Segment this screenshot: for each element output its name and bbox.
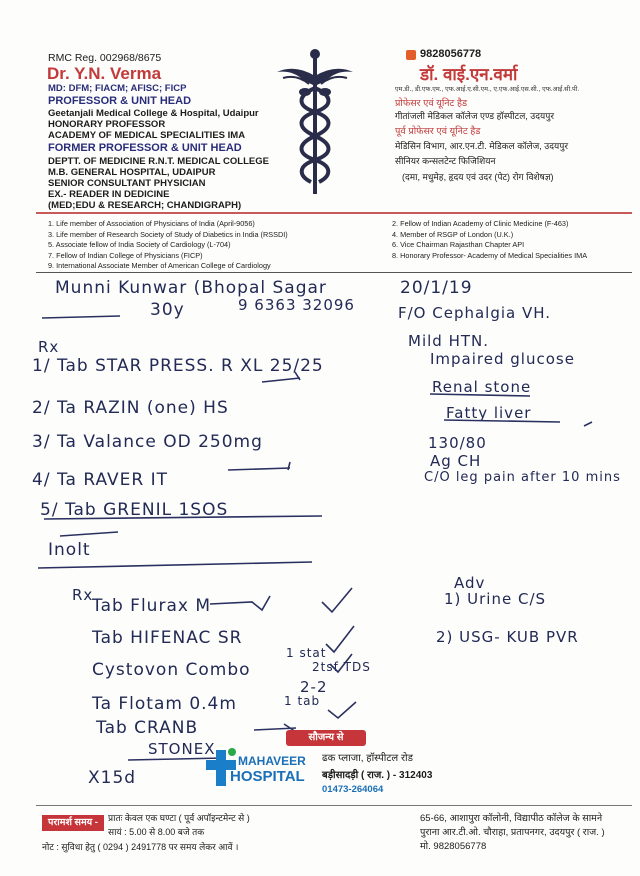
registration-number: RMC Reg. 002968/8675 <box>48 52 162 64</box>
medicine-7: Tab HIFENAC SR <box>92 628 243 648</box>
membership-item: 1. Life member of Association of Physicians of India (April-9056) <box>48 219 255 228</box>
history-6: Ag CH <box>430 452 482 470</box>
dose-note-3: 2-2 <box>300 678 328 696</box>
membership-item: 5. Associate fellow of India Society of Cardiology (L-704) <box>48 240 231 249</box>
rx-symbol-2: Rx <box>72 586 94 604</box>
history-2: Mild HTN. <box>408 332 489 350</box>
medicine-2: 2/ Ta RAZIN (one) HS <box>32 398 229 418</box>
hospital-name-2: HOSPITAL <box>230 768 305 785</box>
membership-item: 2. Fellow of Indian Academy of Clinic Medicine (F-463) <box>392 219 569 228</box>
visit-date: 20/1/19 <box>400 278 473 298</box>
former-line-2-hindi: सीनियर कन्सलटेन्ट फिजिशियन <box>395 156 496 166</box>
membership-item: 4. Member of RSGP of London (U.K.) <box>392 229 514 239</box>
history-5: Fatty liver <box>446 404 532 422</box>
patient-age: 30y <box>150 300 185 320</box>
medicine-10: Tab CRANB <box>96 718 199 738</box>
dose-note-4: 1 tab <box>284 694 321 708</box>
medicine-1: 1/ Tab STAR PRESS. R XL 25/25 <box>32 356 324 376</box>
advice-2: 2) USG- KUB PVR <box>436 628 579 646</box>
title-hindi: प्रोफेसर एवं यूनिट हैड <box>395 98 468 109</box>
institution-1: Geetanjali Medical College & Hospital, Udaipur <box>48 108 259 119</box>
note-inolt: Inolt <box>48 540 91 560</box>
membership-item: 7. Fellow of Indian College of Physicians (FICP) <box>48 250 203 260</box>
former-line-4: EX.- READER IN DEDICINE <box>48 189 170 200</box>
medicine-9: Ta Flotam 0.4m <box>92 694 237 714</box>
advice-heading: Adv <box>454 574 486 592</box>
patient-phone: 9 6363 32096 <box>238 296 355 314</box>
hospital-address-1: ढक प्लाजा, हॉस्पीटल रोड <box>322 753 413 764</box>
history-1: F/O Cephalgia VH. <box>398 304 552 322</box>
history-bp: 130/80 <box>428 434 487 452</box>
courtesy-banner: सौजन्य से <box>286 730 366 746</box>
history-4: Renal stone <box>432 378 532 396</box>
honorary-title: HONORARY PROFESSOR <box>48 119 166 130</box>
title-professor: PROFESSOR & UNIT HEAD <box>48 95 192 107</box>
qualifications: MD: DFM; FIACM; AFISC; FICP <box>48 83 187 94</box>
former-line-2: M.B. GENERAL HOSPITAL, UDAIPUR <box>48 167 216 178</box>
former-line-3-hindi: (दमा, मधुमेह, हृदय एवं उदर (पेट) रोग विशेषज्ञ) <box>402 172 554 182</box>
former-title: FORMER PROFESSOR & UNIT HEAD <box>48 142 242 154</box>
membership-item: 9. International Associate Member of American College of Cardiology <box>48 261 271 270</box>
medicine-5: 5/ Tab GRENIL 1SOS <box>40 500 229 520</box>
doctor-name: Dr. Y.N. Verma <box>47 64 162 83</box>
dose-note-1: 1 stat <box>286 646 327 660</box>
phone-number: 9828056778 <box>420 48 482 60</box>
duration: X15d <box>88 768 137 788</box>
medicine-3: 3/ Ta Valance OD 250mg <box>32 432 263 452</box>
institution-hindi: गीतांजली मेडिकल कॉलेज एण्ड हॉस्पीटल, उदयपुर <box>395 111 555 121</box>
honorary-institution: ACADEMY OF MEDICAL SPECIALITIES IMA <box>48 130 246 141</box>
medicine-6: Tab Flurax M <box>92 596 211 616</box>
former-line-3: SENIOR CONSULTANT PHYSICIAN <box>48 178 206 189</box>
membership-item: 8. Honorary Professor- Academy of Medical Specialities IMA <box>392 250 588 260</box>
membership-item: 3. Life member of Research Society of Study of Diabetics in India (RSSDI) <box>48 229 288 239</box>
hospital-name-1: MAHAVEER <box>238 754 306 768</box>
timing-morning: प्रातः केवल एक घण्टा ( पूर्व अपॉइन्टमेन्ट से ) <box>108 813 250 823</box>
former-line-5: (MED;EDU & RESEARCH; CHANDIGRAPH) <box>48 200 242 211</box>
clinic-address-1: 65-66, आशापुरा कॉलोनी, विद्यापीठ कॉलेज के सामने <box>420 813 603 824</box>
history-7: C/O leg pain after 10 mins <box>424 470 621 485</box>
clinic-address-2: पुराना आर.टी.ओ. चौराहा, प्रतापनगर, उदयपुर ( राज. ) <box>420 827 605 838</box>
former-title-hindi: पूर्व प्रोफेसर एवं यूनिट हैड <box>395 126 481 137</box>
appointment-note: नोट : सुविधा हेतु ( 0294 ) 2491778 पर समय लेकर आवें । <box>42 842 239 852</box>
rx-symbol: Rx <box>38 338 60 356</box>
hospital-phone: 01473-264064 <box>322 784 384 795</box>
doctor-name-hindi: डॉ. वाई.एन.वर्मा <box>420 65 518 84</box>
patient-name: Munni Kunwar (Bhopal Sagar <box>55 278 327 298</box>
hospital-address-2: बड़ीसादड़ी ( राज. ) - 312403 <box>322 770 433 781</box>
advice-1: 1) Urine C/S <box>444 590 547 608</box>
former-line-1: DEPTT. OF MEDICINE R.N.T. MEDICAL COLLEGE <box>48 156 269 167</box>
medicine-4: 4/ Ta RAVER IT <box>32 470 168 490</box>
clinic-mobile: मो. 9828056778 <box>420 841 487 852</box>
medicine-11: STONEX <box>148 740 216 758</box>
membership-item: 6. Vice Chairman Rajasthan Chapter API <box>392 240 525 249</box>
timing-label: परामर्श समय - <box>42 815 104 831</box>
footer-divider <box>36 805 632 806</box>
former-line-1-hindi: मेडिसिन विभाग, आर.एन.टी. मेडिकल कॉलेज, उदयपुर <box>395 141 569 151</box>
qualifications-hindi: एम.डी., डी.एफ.एम., एफ.आई.ए.सी.एम., ए.एफ.आई.एस.सी., एफ.आई.सी.पी. <box>395 86 580 93</box>
history-3: Impaired glucose <box>430 350 575 368</box>
medicine-8: Cystovon Combo <box>92 660 251 680</box>
dose-note-2: 2tsf TDS <box>312 660 371 674</box>
timing-evening: सायं : 5.00 से 8.00 बजे तक <box>108 827 205 837</box>
